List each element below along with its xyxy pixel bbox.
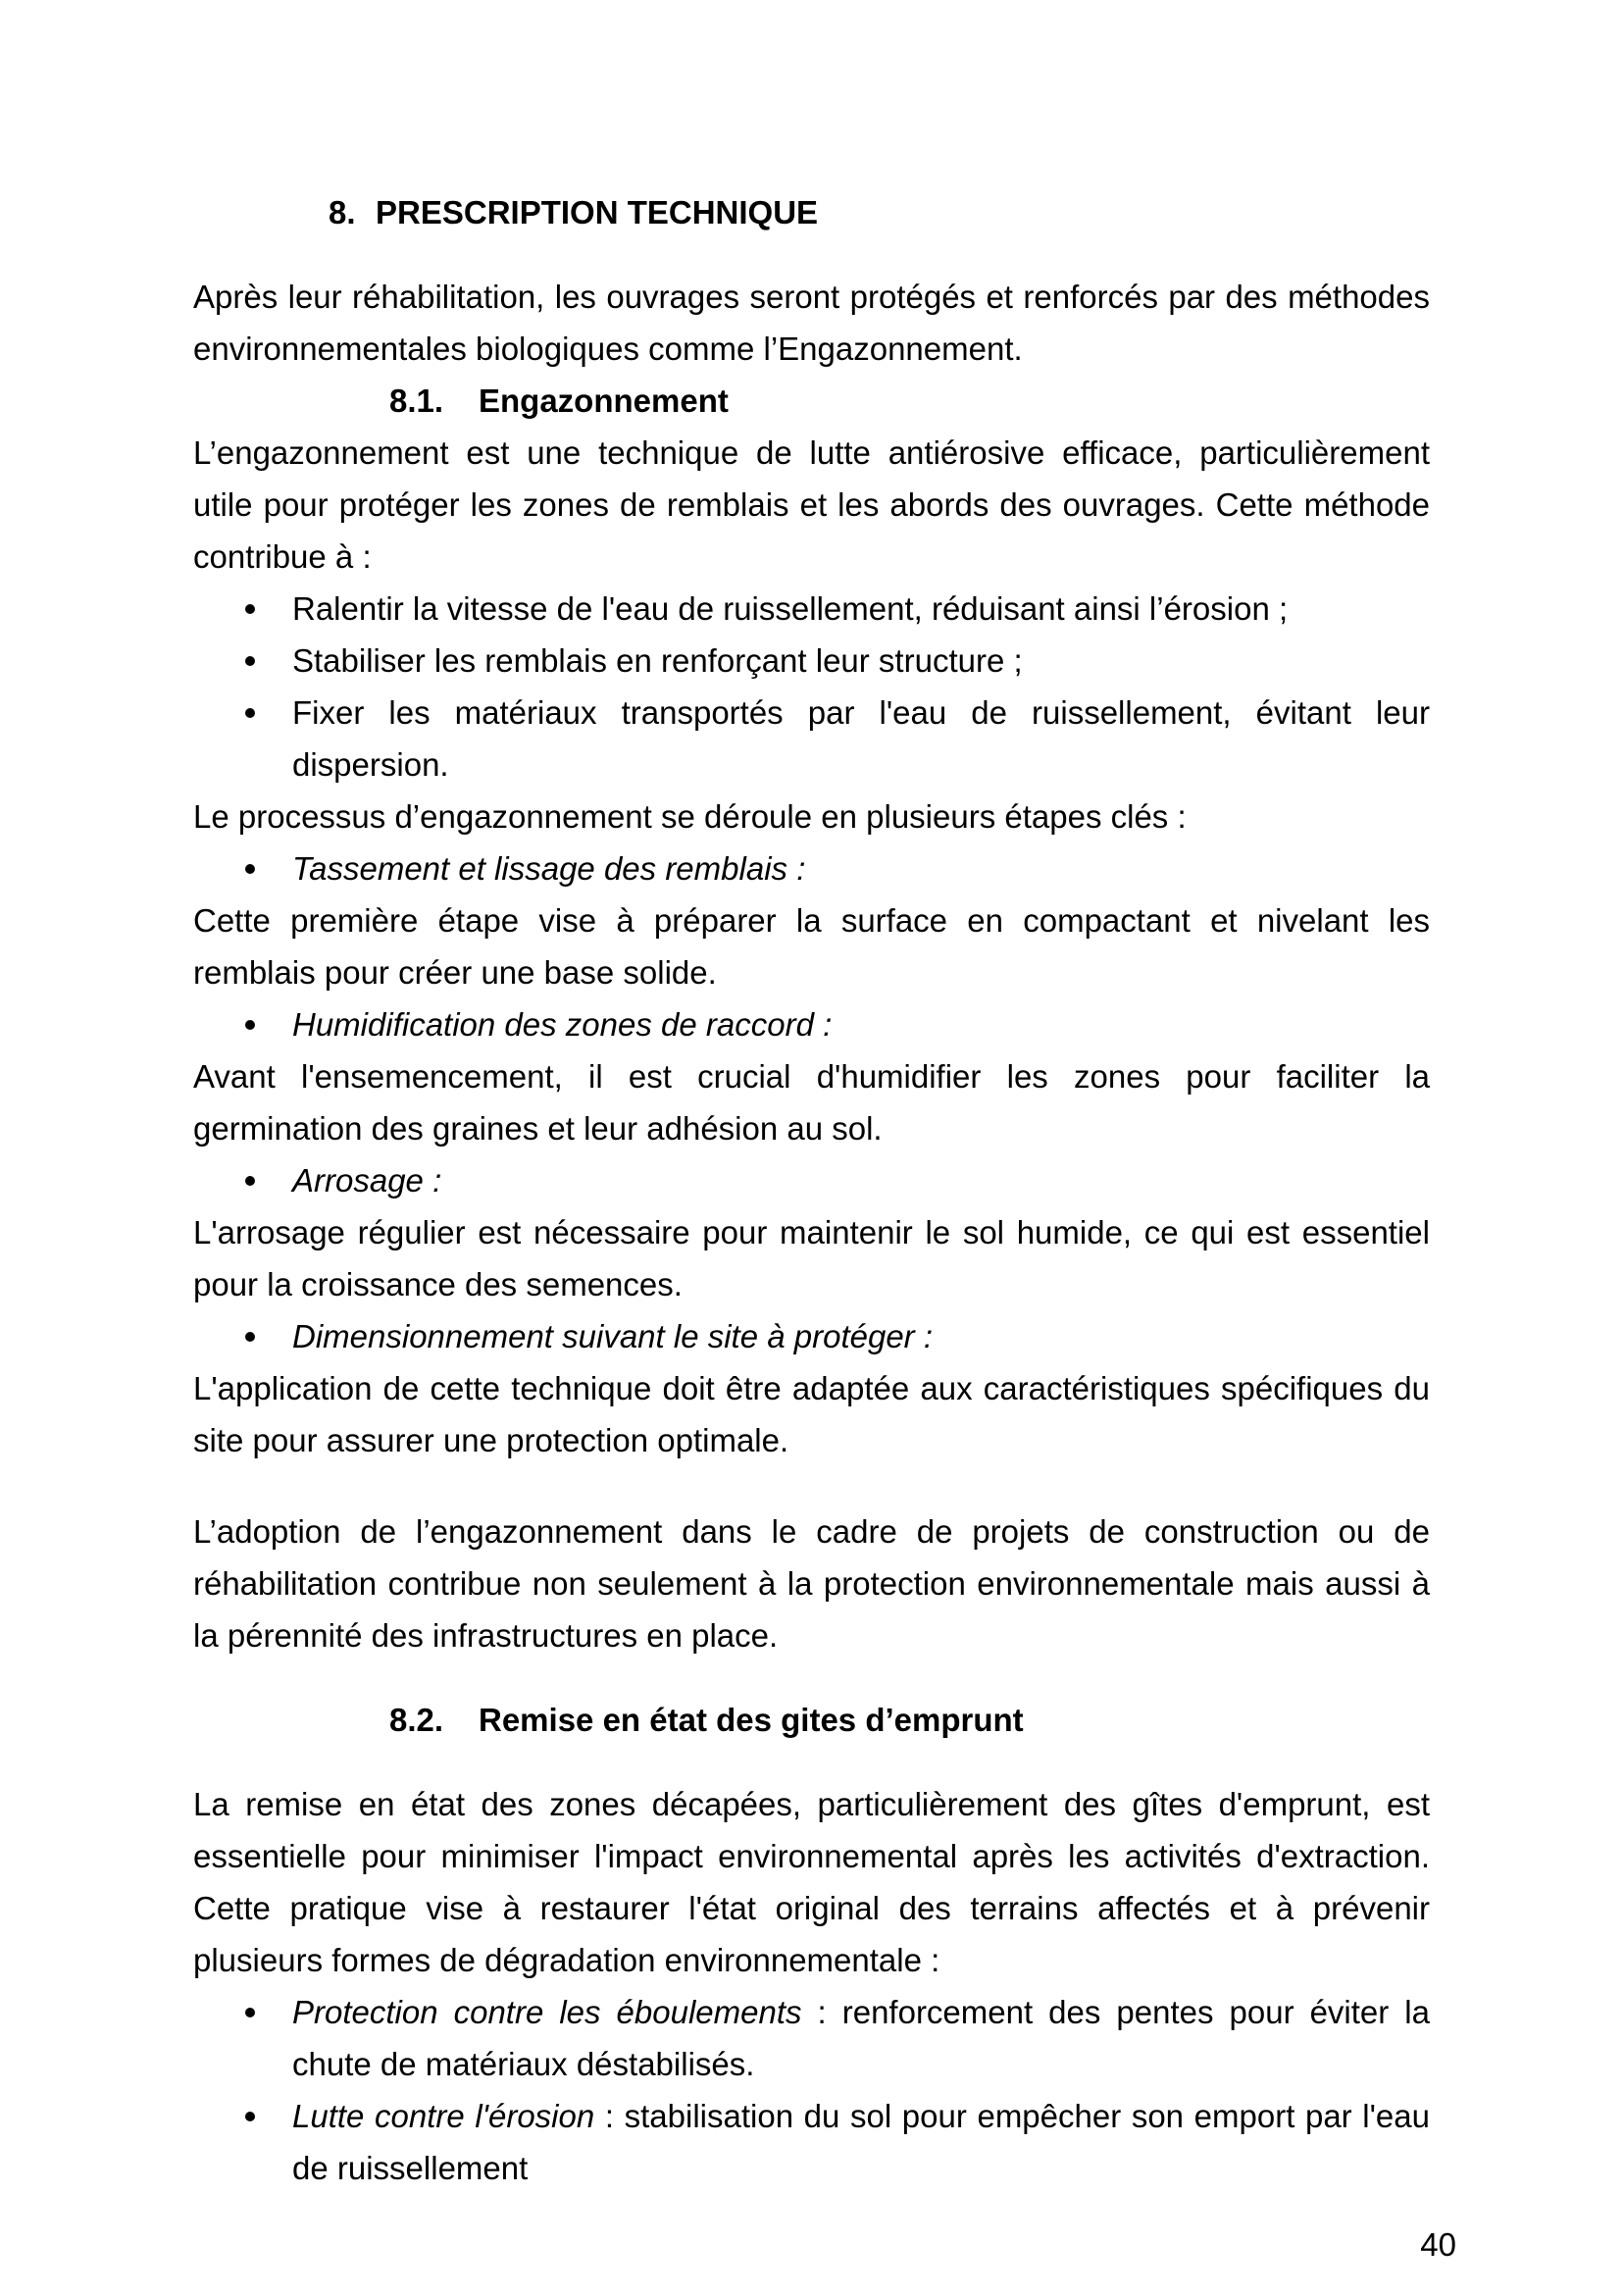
- list-item-step-1: [193, 842, 1430, 894]
- heading-8-2-number: 8.2.: [389, 1702, 444, 1738]
- degradation-lead: Lutte contre l'érosion: [292, 2098, 595, 2134]
- heading-8-1-number: 8.1.: [389, 383, 444, 419]
- bullet-icon: [245, 1020, 255, 1030]
- list-item-text: Ralentir la vitesse de l'eau de ruissellement, réduisant ainsi l’érosion ;: [292, 590, 1289, 627]
- heading-section-8: [329, 186, 1430, 238]
- step-label: Tassement et lissage des remblais :: [292, 850, 806, 887]
- paragraph-step-1-desc: Cette première étape vise à préparer la surface en compactant et nivelant les remblais pour créer une base solide.: [193, 902, 1430, 991]
- heading-section-8-2: [389, 1694, 1430, 1746]
- bullet-icon: [245, 656, 255, 666]
- bullet-icon: [245, 1332, 255, 1342]
- paragraph-remise-intro: La remise en état des zones décapées, particulièrement des gîtes d'emprunt, est essentielle pour minimiser l'impact environnemental après les activités d'extraction. Cette pratique vise à restaurer l'état original des terrains affectés et à prévenir plusieurs formes de dégradation environnementale :: [193, 1786, 1430, 1978]
- step-label: Arrosage :: [292, 1162, 442, 1199]
- list-item-degradation-2: [193, 2090, 1430, 2194]
- bullet-icon: [245, 2112, 255, 2121]
- paragraph-step-2-desc: Avant l'ensemencement, il est crucial d'humidifier les zones pour faciliter la germination des graines et leur adhésion au sol.: [193, 1058, 1430, 1147]
- bullet-icon: [245, 604, 255, 614]
- list-item-benefit-3: [193, 687, 1430, 791]
- degradation-lead: Protection contre les éboulements: [292, 1994, 802, 2030]
- list-item-text: [292, 2098, 1430, 2186]
- list-item-benefit-1: [193, 583, 1430, 635]
- paragraph-step-4-desc: L'application de cette technique doit être adaptée aux caractéristiques spécifiques du site pour assurer une protection optimale.: [193, 1370, 1430, 1458]
- degradation-rest: : stabilisation du sol pour empêcher son emport par l'eau de ruissellement: [292, 2098, 1430, 2186]
- paragraph-process-intro: Le processus d’engazonnement se déroule en plusieurs étapes clés :: [193, 798, 1187, 835]
- list-item-step-2: [193, 998, 1430, 1050]
- list-item-text: Fixer les matériaux transportés par l'eau de ruissellement, évitant leur dispersion.: [292, 694, 1430, 783]
- heading-8-number: 8.: [329, 194, 356, 230]
- heading-8-2-title: Remise en état des gites d’emprunt: [479, 1702, 1024, 1738]
- heading-section-8-1: [389, 375, 1430, 427]
- list-item-text: Stabiliser les remblais en renforçant leur structure ;: [292, 642, 1023, 679]
- heading-8-title: PRESCRIPTION TECHNIQUE: [376, 194, 819, 230]
- step-label: Dimensionnement suivant le site à protéger :: [292, 1318, 934, 1354]
- page-content: [193, 186, 1430, 2194]
- paragraph-engazonnement-conclusion: L’adoption de l’engazonnement dans le cadre de projets de construction ou de réhabilitation contribue non seulement à la protection environnementale mais aussi à la pérennité des infrastructures en place.: [193, 1513, 1430, 1654]
- paragraph-intro: Après leur réhabilitation, les ouvrages seront protégés et renforcés par des méthodes environnementales biologiques comme l’Engazonnement.: [193, 279, 1430, 367]
- bullet-icon: [245, 864, 255, 874]
- page-number: 40: [1420, 2226, 1456, 2263]
- list-item-benefit-2: [193, 635, 1430, 687]
- list-item-text: [292, 1994, 1430, 2082]
- degradation-rest: : renforcement des pentes pour éviter la chute de matériaux déstabilisés.: [292, 1994, 1430, 2082]
- bullet-icon: [245, 1176, 255, 1186]
- heading-8-1-title: Engazonnement: [479, 383, 729, 419]
- list-item-step-3: [193, 1154, 1430, 1206]
- list-item-degradation-1: [193, 1986, 1430, 2090]
- list-item-step-4: [193, 1310, 1430, 1362]
- step-label: Humidification des zones de raccord :: [292, 1006, 833, 1043]
- bullet-icon: [245, 2008, 255, 2017]
- paragraph-step-3-desc: L'arrosage régulier est nécessaire pour maintenir le sol humide, ce qui est essentiel pour la croissance des semences.: [193, 1214, 1430, 1302]
- paragraph-engazonnement-intro: L’engazonnement est une technique de lutte antiérosive efficace, particulièrement utile pour protéger les zones de remblais et les abords des ouvrages. Cette méthode contribue à :: [193, 434, 1430, 575]
- bullet-icon: [245, 708, 255, 718]
